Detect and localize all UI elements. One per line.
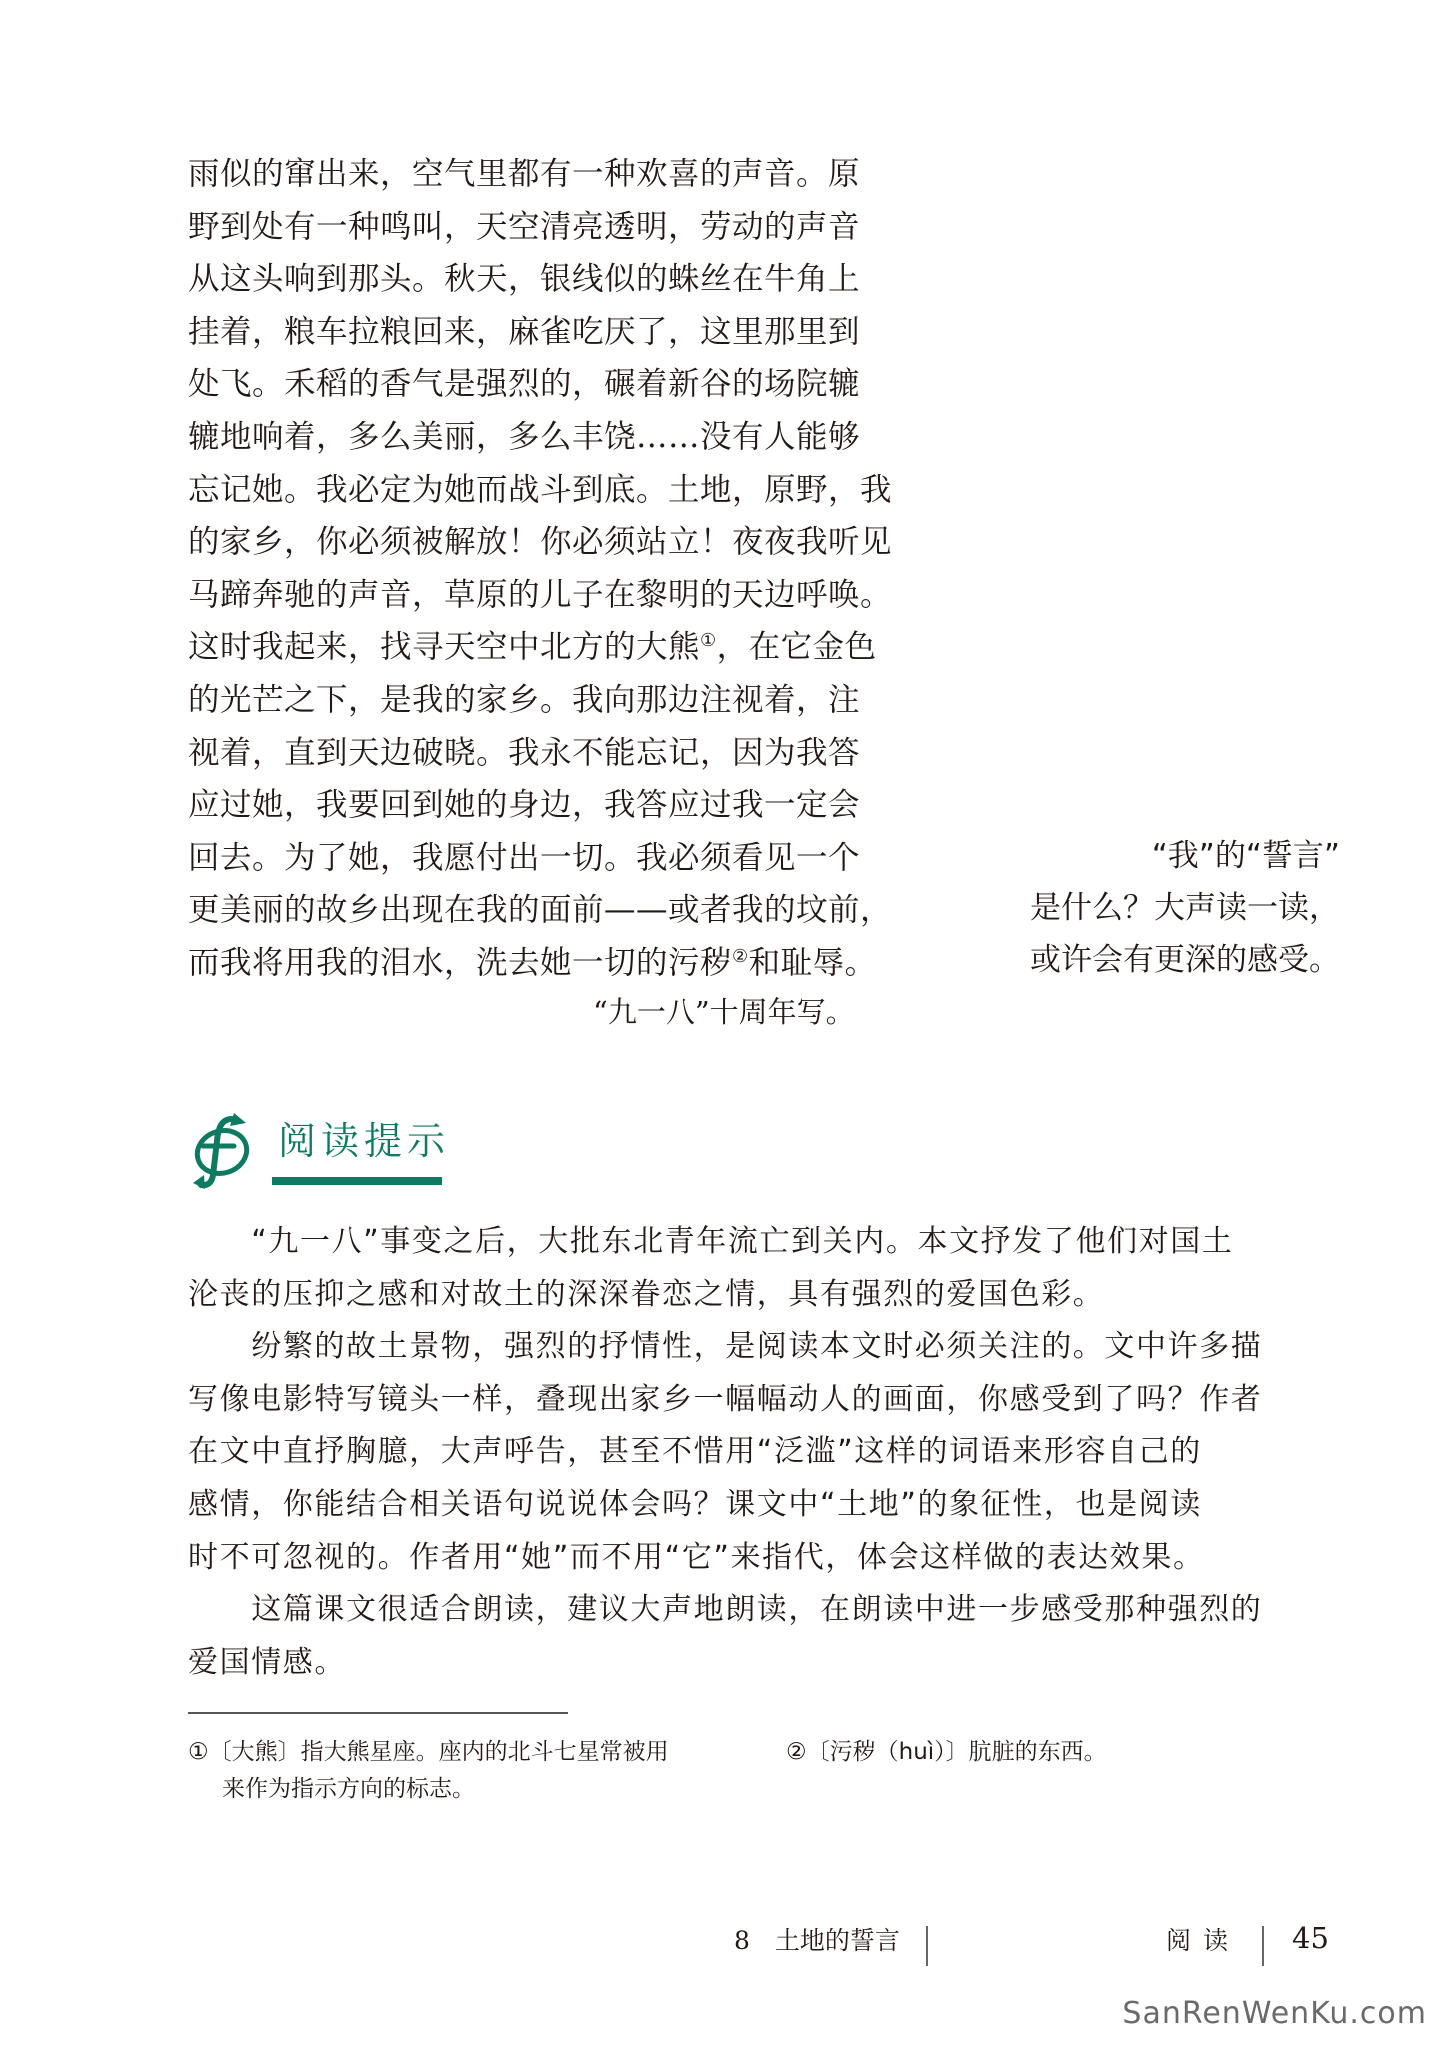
chapter-title: 8 土地的誓言 bbox=[734, 1926, 900, 1955]
tips-line: 沦丧的压抑之感和对故土的深深眷恋之情，具有强烈的爱国色彩。 bbox=[188, 1276, 1105, 1312]
text-segment: 而我将用我的泪水，洗去她一切的污秽 bbox=[188, 944, 733, 981]
footer-separator bbox=[1262, 1926, 1264, 1966]
text-line: 的家乡，你必须被解放！你必须站立！夜夜我听见 bbox=[188, 524, 893, 561]
tips-line: 这篇课文很适合朗读，建议大声地朗读，在朗读中进一步感受那种强烈的 bbox=[188, 1592, 1263, 1628]
text-line: 从这头响到那头。秋天，银线似的蛛丝在牛角上 bbox=[188, 261, 861, 298]
unit-label: 阅读 bbox=[1166, 1926, 1241, 1955]
note-line: “我”的“誓言” bbox=[1151, 838, 1340, 874]
reading-tips-header bbox=[188, 1113, 451, 1193]
text-line: 视着，直到天边破晓。我永不能忘记，因为我答 bbox=[188, 734, 861, 771]
text-line bbox=[188, 937, 928, 990]
footnote-2 bbox=[786, 1734, 1107, 1771]
section-title: 阅读提示 bbox=[278, 1119, 451, 1163]
page-number: 45 bbox=[1292, 1921, 1329, 1955]
text-segment: 和耻辱。 bbox=[748, 944, 877, 981]
footnote-marker-2[interactable]: ② bbox=[732, 945, 749, 967]
footnote-line: ①〔大熊〕指大熊星座。座内的北斗七星常被用 bbox=[188, 1739, 669, 1765]
text-line: 忘记她。我必定为她而战斗到底。土地，原野，我 bbox=[188, 471, 893, 508]
text-segment: ，在它金色 bbox=[716, 629, 877, 666]
tips-line: “九一八”事变之后，大批东北青年流亡到关内。本文抒发了他们对国土 bbox=[188, 1224, 1234, 1259]
tips-line: 纷繁的故土景物，强烈的抒情性，是阅读本文时必须关注的。文中许多描 bbox=[188, 1329, 1263, 1365]
footer-separator bbox=[926, 1926, 928, 1966]
reading-tips-icon bbox=[188, 1113, 256, 1189]
footnote-1 bbox=[188, 1734, 669, 1808]
footnote-line: 来作为指示方向的标志。 bbox=[222, 1776, 475, 1802]
text-line: 应过她，我要回到她的身边，我答应过我一定会 bbox=[188, 787, 861, 824]
date-line: “九一八”十周年写。 bbox=[593, 995, 855, 1029]
text-line: 雨似的窜出来，空气里都有一种欢喜的声音。原 bbox=[188, 156, 861, 192]
page-footer bbox=[0, 1921, 1449, 1964]
section-underline bbox=[272, 1177, 442, 1185]
tips-line: 感情，你能结合相关语句说说体会吗？课文中“土地”的象征性，也是阅读 bbox=[188, 1486, 1202, 1522]
tips-line: 时不可忽视的。作者用“她”而不用“它”来指代，体会这样做的表达效果。 bbox=[188, 1539, 1205, 1575]
text-line: 野到处有一种鸣叫，天空清亮透明，劳动的声音 bbox=[188, 208, 861, 245]
tips-line: 爱国情感。 bbox=[188, 1644, 346, 1680]
text-line: 回去。为了她，我愿付出一切。我必须看见一个 bbox=[188, 839, 861, 876]
main-passage bbox=[188, 148, 928, 990]
text-line: 处飞。禾稻的香气是强烈的，碾着新谷的场院辘 bbox=[188, 366, 861, 403]
text-line: 更美丽的故乡出现在我的面前——或者我的坟前， bbox=[188, 892, 893, 929]
note-line: 或许会有更深的感受。 bbox=[1030, 942, 1340, 978]
text-line: 马蹄奔驰的声音，草原的儿子在黎明的天边呼唤。 bbox=[188, 576, 893, 613]
text-line: 的光芒之下，是我的家乡。我向那边注视着，注 bbox=[188, 681, 861, 718]
note-line: 是什么？大声读一读， bbox=[1030, 890, 1340, 926]
text-line bbox=[188, 621, 928, 674]
text-line: 挂着，粮车拉粮回来，麻雀吃厌了，这里那里到 bbox=[188, 313, 861, 350]
tips-line: 写像电影特写镜头一样，叠现出家乡一幅幅动人的画面，你感受到了吗？作者 bbox=[188, 1381, 1263, 1417]
text-segment: 这时我起来，找寻天空中北方的大熊 bbox=[188, 629, 701, 666]
watermark: SanRenWenKu.com bbox=[1122, 1996, 1427, 2031]
tips-line: 在文中直抒胸臆，大声呼告，甚至不惜用“泛滥”这样的词语来形容自己的 bbox=[188, 1434, 1202, 1470]
footnote-line: ②〔污秽（huì）〕肮脏的东西。 bbox=[786, 1739, 1107, 1765]
margin-note bbox=[1010, 830, 1340, 986]
footnote-marker-1[interactable]: ① bbox=[700, 630, 717, 652]
text-line: 辘地响着，多么美丽，多么丰饶……没有人能够 bbox=[188, 418, 861, 455]
reading-tips-body bbox=[188, 1216, 1320, 1689]
footnote-divider bbox=[188, 1712, 568, 1714]
